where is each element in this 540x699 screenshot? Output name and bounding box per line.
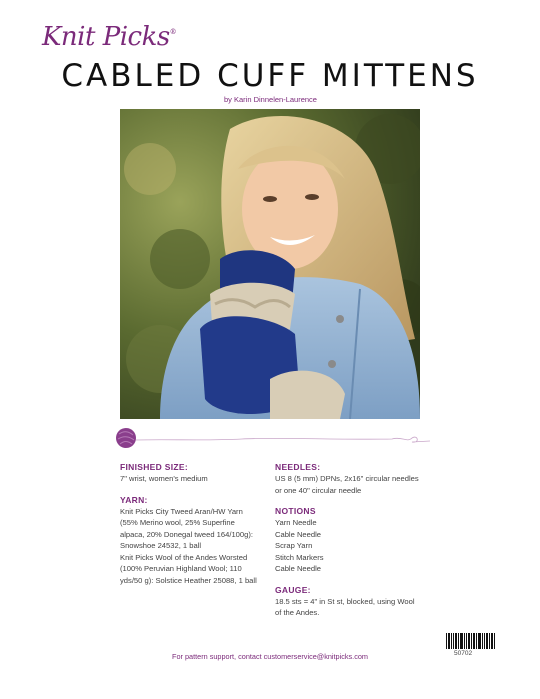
notion-item: Stitch Markers (275, 552, 324, 562)
finished-size-heading: FINISHED SIZE: (120, 462, 188, 472)
notion-item: Scrap Yarn (275, 541, 313, 550)
needles-line: or one 40" circular needle (275, 485, 362, 495)
barcode (446, 633, 496, 649)
byline: by Karin Dinnelen-Laurence (224, 95, 317, 104)
needles-line: US 8 (5 mm) DPNs, 2x16" circular needles (275, 474, 419, 483)
notion-item: Yarn Needle (275, 518, 317, 527)
finished-size-text: 7" wrist, women's medium (120, 474, 208, 483)
left-column (120, 462, 270, 586)
needles-heading: NEEDLES: (275, 462, 321, 472)
notions-heading: NOTIONS (275, 506, 316, 516)
yarn-line: (100% Peruvian Highland Wool; 110 (120, 564, 242, 573)
yarn-line: Knit Picks Wool of the Andes Worsted (120, 552, 248, 562)
gauge-line: 18.5 sts = 4" in St st, blocked, using Wool (275, 596, 415, 606)
cover-photo (120, 109, 420, 419)
gauge-heading: GAUGE: (275, 584, 311, 595)
notion-item: Cable Needle (275, 564, 322, 573)
notion-item: Cable Needle (275, 529, 322, 539)
right-column (275, 462, 425, 619)
brand-logo: Knit Picks® (42, 22, 177, 52)
yarn-divider-graphic (112, 423, 432, 451)
yarn-line: Knit Picks City Tweed Aran/HW Yarn (120, 506, 243, 516)
yarn-line: Snowshoe 24532, 1 ball (120, 541, 202, 550)
support-contact: For pattern support, contact customerservice@knitpicks.com (172, 652, 368, 661)
gauge-line: of the Andes. (275, 608, 320, 617)
page-title: CABLED CUFF MITTENS (61, 58, 479, 94)
yarn-line: yds/50 g): Solstice Heather 25088, 1 ball (120, 575, 257, 585)
yarn-heading: YARN: (120, 494, 148, 505)
yarn-line: alpaca, 20% Donegal tweed 164/100g): (120, 529, 253, 539)
yarn-line: (55% Merino wool, 25% Superfine (120, 518, 235, 527)
sku-number: 50702 (454, 650, 473, 657)
